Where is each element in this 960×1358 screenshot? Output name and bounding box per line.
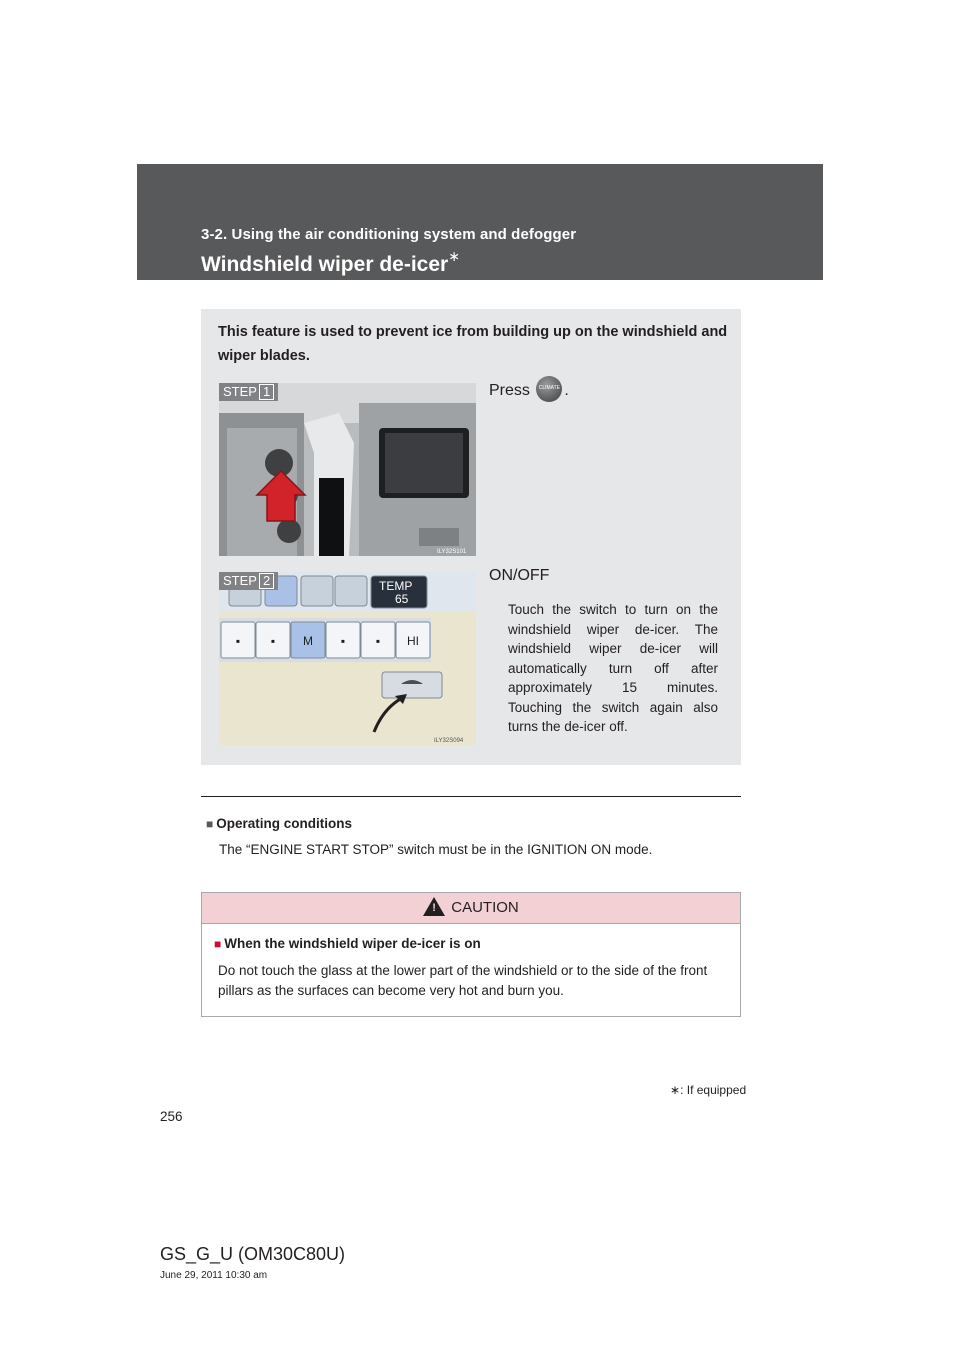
step-1-label: STEP	[223, 384, 257, 399]
fan-button-label: ▪	[235, 634, 241, 648]
divider-rule	[201, 796, 741, 797]
document-code: GS_G_U (OM30C80U)	[160, 1244, 346, 1264]
temp-label: TEMP	[379, 579, 413, 593]
step-1-number: 1	[259, 384, 274, 400]
step-2-number: 2	[259, 573, 274, 589]
footnote-text: : If equipped	[680, 1083, 747, 1097]
bullet-square-icon: ■	[206, 817, 214, 831]
footnote	[670, 1083, 746, 1097]
step-2-body: Touch the switch to turn on the windshield wiper de-icer. The windshield wiper de-icer will automatically turn off after approximately 15 minutes. Touching the switch again also turns the de-icer off.	[508, 602, 718, 734]
fan-button-label: HI	[407, 634, 419, 648]
dashboard-illustration	[219, 383, 476, 556]
caution-header	[202, 893, 740, 924]
step-1-instruction	[489, 378, 569, 404]
section-label: 3-2. Using the air conditioning system and defogger	[201, 226, 577, 243]
footnote-mark: ∗	[670, 1083, 681, 1097]
caution-title: CAUTION	[451, 899, 519, 916]
bullet-square-icon: ■	[214, 937, 222, 951]
caution-subheading	[214, 936, 481, 951]
temp-value: 65	[395, 592, 409, 606]
climate-icon-label: CLIMATE	[538, 385, 561, 391]
page-title-text: Windshield wiper de-icer	[201, 253, 449, 276]
step-1-tag	[219, 383, 278, 401]
caution-subheading-text: When the windshield wiper de-icer is on	[224, 936, 481, 951]
fan-button-label: ▪	[270, 634, 276, 648]
operating-heading-text: Operating conditions	[216, 816, 353, 831]
step-2-image-code: ILY32S094	[434, 738, 464, 744]
page-number: 256	[160, 1109, 183, 1124]
fan-button-label: M	[303, 634, 313, 648]
climate-button-icon	[536, 376, 562, 402]
intro-text: This feature is used to prevent ice from building up on the windshield and wiper blades.	[218, 324, 728, 364]
step-2-illustration	[219, 572, 476, 745]
step-2-tag	[219, 572, 278, 590]
page-title	[201, 250, 460, 277]
step-2-title: ON/OFF	[489, 567, 550, 584]
step-1-illustration	[219, 383, 476, 556]
step-2-label: STEP	[223, 573, 257, 588]
climate-screen-illustration	[219, 572, 476, 745]
caution-body: Do not touch the glass at the lower part of the windshield or to the side of the front pillars as the surfaces can become very hot and burn you.	[218, 963, 708, 998]
operating-heading	[206, 816, 352, 831]
fan-button-label: ▪	[340, 634, 346, 648]
equipped-mark: ∗	[448, 248, 460, 264]
document-date: June 29, 2011 10:30 am	[160, 1270, 268, 1281]
fan-button-label: ▪	[375, 634, 381, 648]
operating-body: The “ENGINE START STOP” switch must be in the IGNITION ON mode.	[219, 842, 653, 857]
step-1-image-code: ILY32S101	[437, 549, 467, 555]
caution-box	[201, 892, 741, 1017]
step-1-text: Press	[489, 382, 530, 400]
step-1-period: .	[564, 382, 569, 400]
warning-triangle-icon: !	[423, 897, 445, 916]
